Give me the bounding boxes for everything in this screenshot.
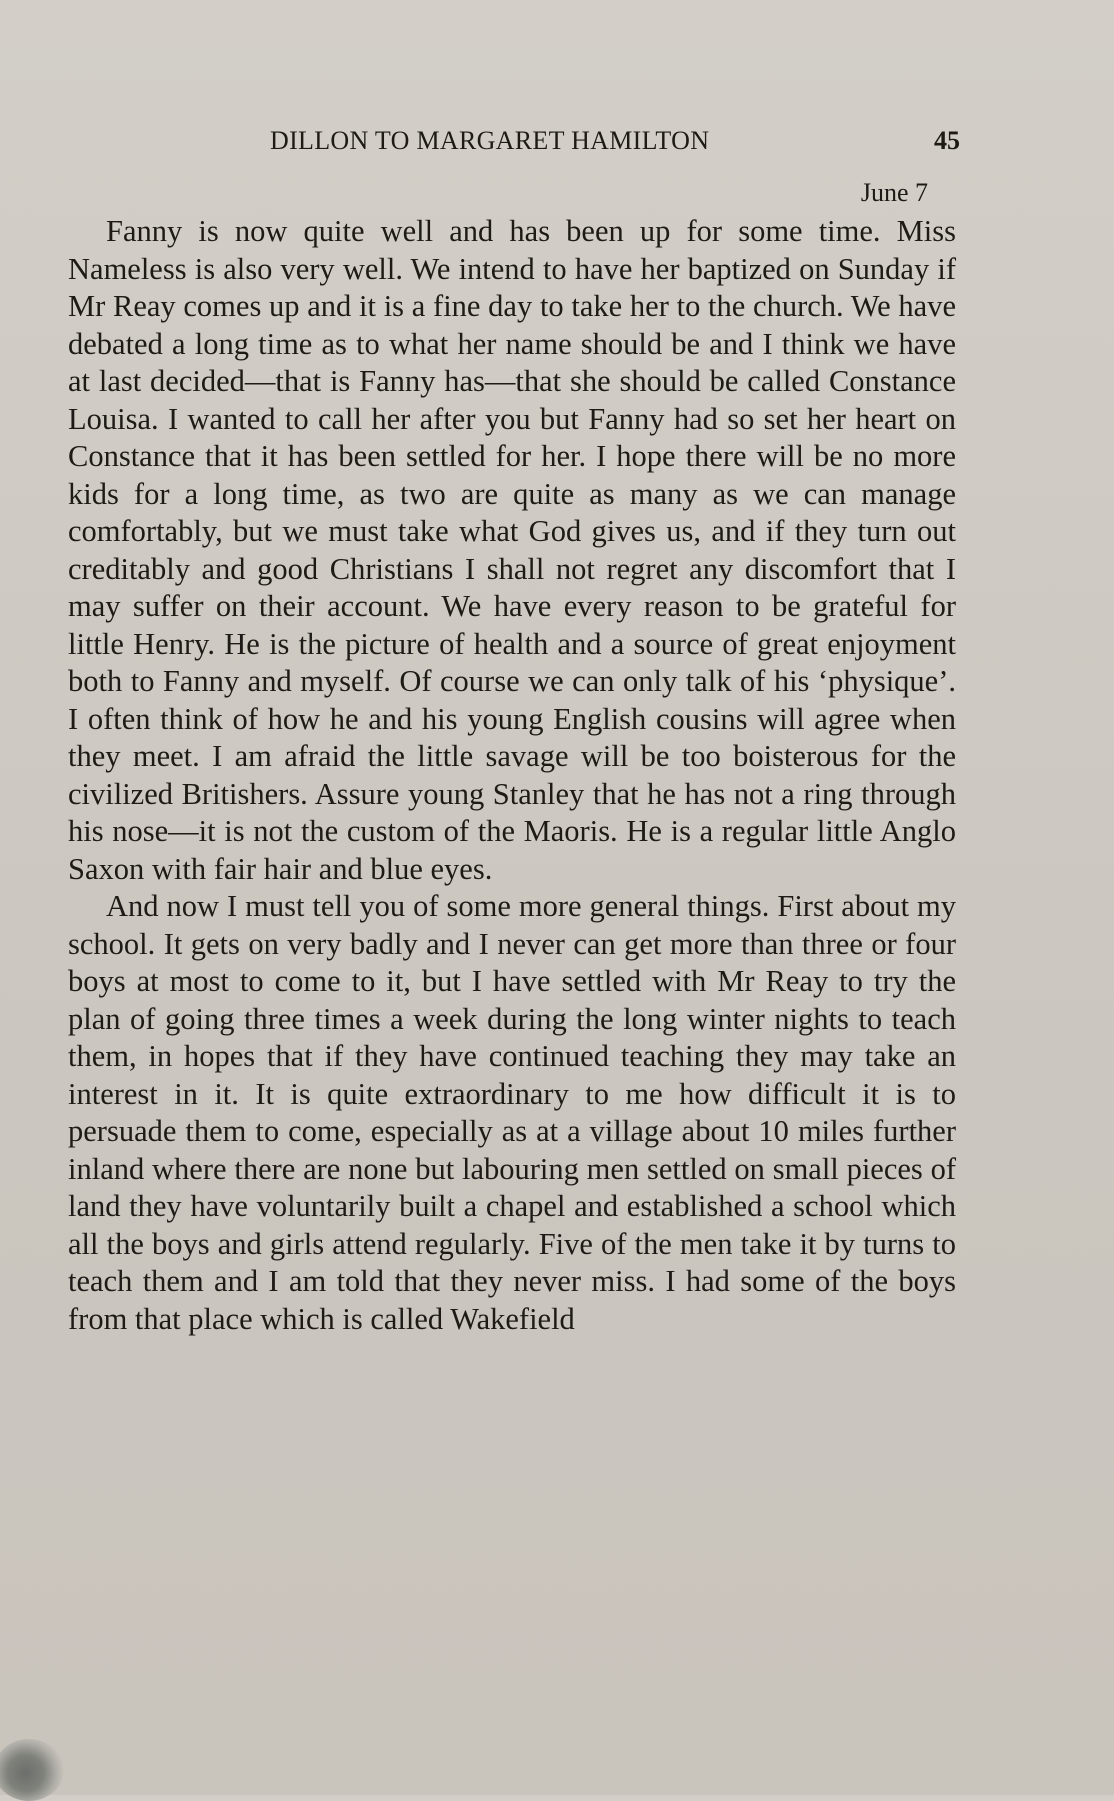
page-number: 45 [934,126,960,155]
paragraph-school: And now I must tell you of some more general things. First about my school. It gets on very badly and I never can get more than three or four boys at most to come to it, but I have settled with Mr Reay to try the plan of going three times a week during the long winter nights to teach them, in hopes that if they have continued teaching they may take an interest in it. It is quite extraordinary to me how difficult it is to persuade them to come, especially as at a village about 10 miles further inland where there are none but labouring men settled on small pieces of land they have voluntarily built a chapel and established a school which all the boys and girls attend regularly. Five of the men take it by turns to teach them and I am told that they never miss. I had some of the boys from that place which is called Wakefield [68,889,956,1336]
running-title: DILLON TO MARGARET HAMILTON [270,126,710,155]
letter-date: June 7 [860,178,928,207]
paragraph-family-news: Fanny is now quite well and has been up for some time. Miss Nameless is also very well. We intend to have her baptized on Sunday if Mr Reay comes up and it is a fine day to take her to the church. We have debated a long time as to what her name should be and I think we have at last decided—that is Fanny has—that she should be called Constance Louisa. I wanted to call her after you but Fanny had so set her heart on Constance that it has been settled for her. I hope there will be no more kids for a long time, as two are quite as many as we can manage comfortably, but we must take what God gives us, and if they turn out creditably and good Christians I shall not regret any discomfort that I may suffer on their account. We have every reason to be grateful for little Henry. He is the picture of health and a source of great enjoyment both to Fanny and myself. Of course we can only talk of his ‘physique’. I often think of how he and his young English cousins will agree when they meet. I am afraid the little savage will be too boisterous for the civilized Britishers. Assure young Stanley that he has not a ring through his nose—it is not the custom of the Maoris. He is a regular little Anglo Saxon with fair hair and blue eyes. [68,214,956,886]
running-head [68,126,960,162]
page-stain [0,1739,64,1801]
letter-body [68,213,956,1338]
